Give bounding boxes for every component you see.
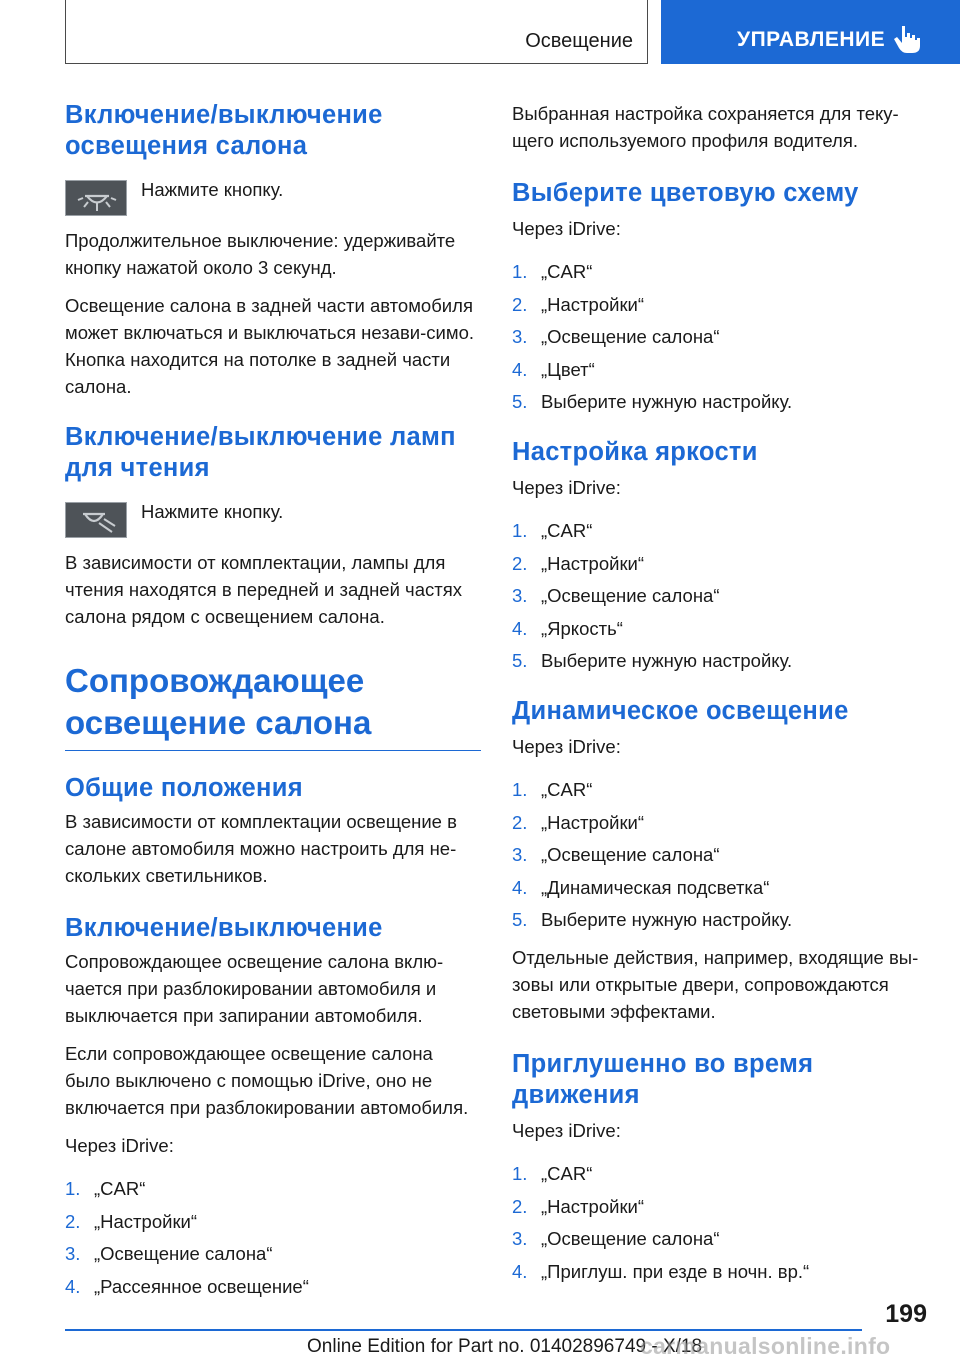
steps-dimmed-list bbox=[512, 1160, 927, 1285]
reading-lamp-button-row bbox=[65, 498, 481, 538]
list-item: 5. Выберите нужную настройку. bbox=[512, 650, 793, 671]
list-item: 2. „Настройки“ bbox=[512, 1195, 645, 1217]
via-idrive-label: Через iDrive: bbox=[512, 1120, 621, 1141]
list-item: 2. „Настройки“ bbox=[512, 293, 645, 315]
section-title-wrap bbox=[65, 660, 481, 751]
list-item: 4. „Яркость“ bbox=[512, 617, 623, 639]
list-item: 1. „CAR“ bbox=[512, 261, 593, 282]
heading-general: Общие положения bbox=[65, 774, 303, 802]
right-column bbox=[512, 100, 927, 1296]
heading-brightness: Настройка яркости bbox=[512, 438, 758, 466]
header-chapter-label: УПРАВЛЕНИЕ bbox=[737, 28, 886, 51]
paragraph-on-off-1: Сопровождающее освещение салона вклю-чается при разблокировании автомобиля и выключается при запирании автомобиля. bbox=[65, 951, 444, 1026]
interior-light-button-icon bbox=[65, 180, 127, 216]
paragraph-on-off-2: Если сопровождающее освещение салона было выключено с помощью iDrive, оно не включается при разблокировании автомобиля. bbox=[65, 1043, 469, 1118]
reading-lamp-button-icon bbox=[65, 502, 127, 538]
list-item: 1. „CAR“ bbox=[512, 779, 593, 800]
paragraph-general: В зависимости от комплектации освещение в салоне автомобиля можно настроить для не-скольких светильников. bbox=[65, 811, 457, 886]
heading-interior-light: Включение/выключение освещения салона bbox=[65, 101, 383, 160]
list-item: 3. „Освещение салона“ bbox=[512, 1228, 720, 1249]
interior-light-button-row bbox=[65, 176, 481, 216]
steps-ambient-list bbox=[65, 1175, 481, 1300]
via-idrive-label: Через iDrive: bbox=[512, 218, 621, 239]
steps-dynamic-list bbox=[512, 776, 927, 933]
section-title-ambient-light: Сопровождающее освещение салона bbox=[65, 662, 372, 741]
hand-pointer-icon bbox=[893, 24, 921, 54]
heading-dynamic-light: Динамическое освещение bbox=[512, 697, 849, 725]
steps-brightness-list bbox=[512, 517, 927, 674]
footer-edition-text: Online Edition for Part no. 01402896749 - X/18 bbox=[307, 1336, 703, 1357]
paragraph-long-press: Продолжительное выключение: удерживайте кнопку нажатой около 3 секунд. bbox=[65, 230, 456, 278]
via-idrive-label: Через iDrive: bbox=[512, 736, 621, 757]
interior-light-button-text: Нажмите кнопку. bbox=[141, 179, 284, 200]
list-item: 2. „Настройки“ bbox=[512, 811, 645, 833]
list-item: 4. „Рассеянное освещение“ bbox=[65, 1275, 309, 1297]
header-section-box bbox=[65, 0, 648, 64]
list-item: 1. „CAR“ bbox=[512, 520, 593, 541]
heading-color-scheme: Выберите цветовую схему bbox=[512, 179, 859, 207]
list-item: 3. „Освещение салона“ bbox=[512, 326, 720, 347]
list-item: 4. „Приглуш. при езде в ночн. вр.“ bbox=[512, 1260, 810, 1282]
list-item: 2. „Настройки“ bbox=[512, 552, 645, 574]
page-number: 199 bbox=[885, 1300, 927, 1328]
footer-rule bbox=[65, 1329, 862, 1331]
left-column bbox=[65, 100, 481, 1311]
header-section-label: Освещение bbox=[525, 30, 633, 52]
via-idrive-label: Через iDrive: bbox=[512, 477, 621, 498]
steps-color-list bbox=[512, 258, 927, 415]
heading-reading-lamps: Включение/выключение ламп для чтения bbox=[65, 423, 456, 482]
paragraph-saved-profile: Выбранная настройка сохраняется для теку-щего используемого профиля водителя. bbox=[512, 103, 899, 151]
list-item: 4. „Динамическая подсветка“ bbox=[512, 876, 770, 898]
list-item: 3. „Освещение салона“ bbox=[512, 585, 720, 606]
via-idrive-label: Через iDrive: bbox=[65, 1135, 174, 1156]
list-item: 3. „Освещение салона“ bbox=[512, 844, 720, 865]
reading-lamp-button-text: Нажмите кнопку. bbox=[141, 501, 284, 522]
heading-dimmed-driving: Приглушенно во время движения bbox=[512, 1050, 814, 1109]
list-item: 3. „Освещение салона“ bbox=[65, 1243, 273, 1264]
paragraph-rear-light: Освещение салона в задней части автомобиля может включаться и выключаться незави-симо. Кнопка находится на потолке в задней части салона. bbox=[65, 295, 475, 397]
list-item: 2. „Настройки“ bbox=[65, 1210, 198, 1232]
list-item: 5. Выберите нужную настройку. bbox=[512, 391, 793, 412]
paragraph-dynamic-effects: Отдельные действия, например, входящие вы-зовы или открытые двери, сопровождаются световыми эффектами. bbox=[512, 947, 919, 1022]
list-item: 1. „CAR“ bbox=[65, 1178, 146, 1199]
list-item: 1. „CAR“ bbox=[512, 1163, 593, 1184]
paragraph-reading-lamps: В зависимости от комплектации, лампы для чтения находятся в передней и задней частях салона рядом с освещением салона. bbox=[65, 552, 462, 627]
heading-on-off: Включение/выключение bbox=[65, 914, 383, 942]
watermark-text: carmanualsonline.info bbox=[640, 1333, 891, 1359]
list-item: 5. Выберите нужную настройку. bbox=[512, 909, 793, 930]
header-chapter-tab bbox=[661, 0, 960, 64]
list-item: 4. „Цвет“ bbox=[512, 358, 595, 380]
